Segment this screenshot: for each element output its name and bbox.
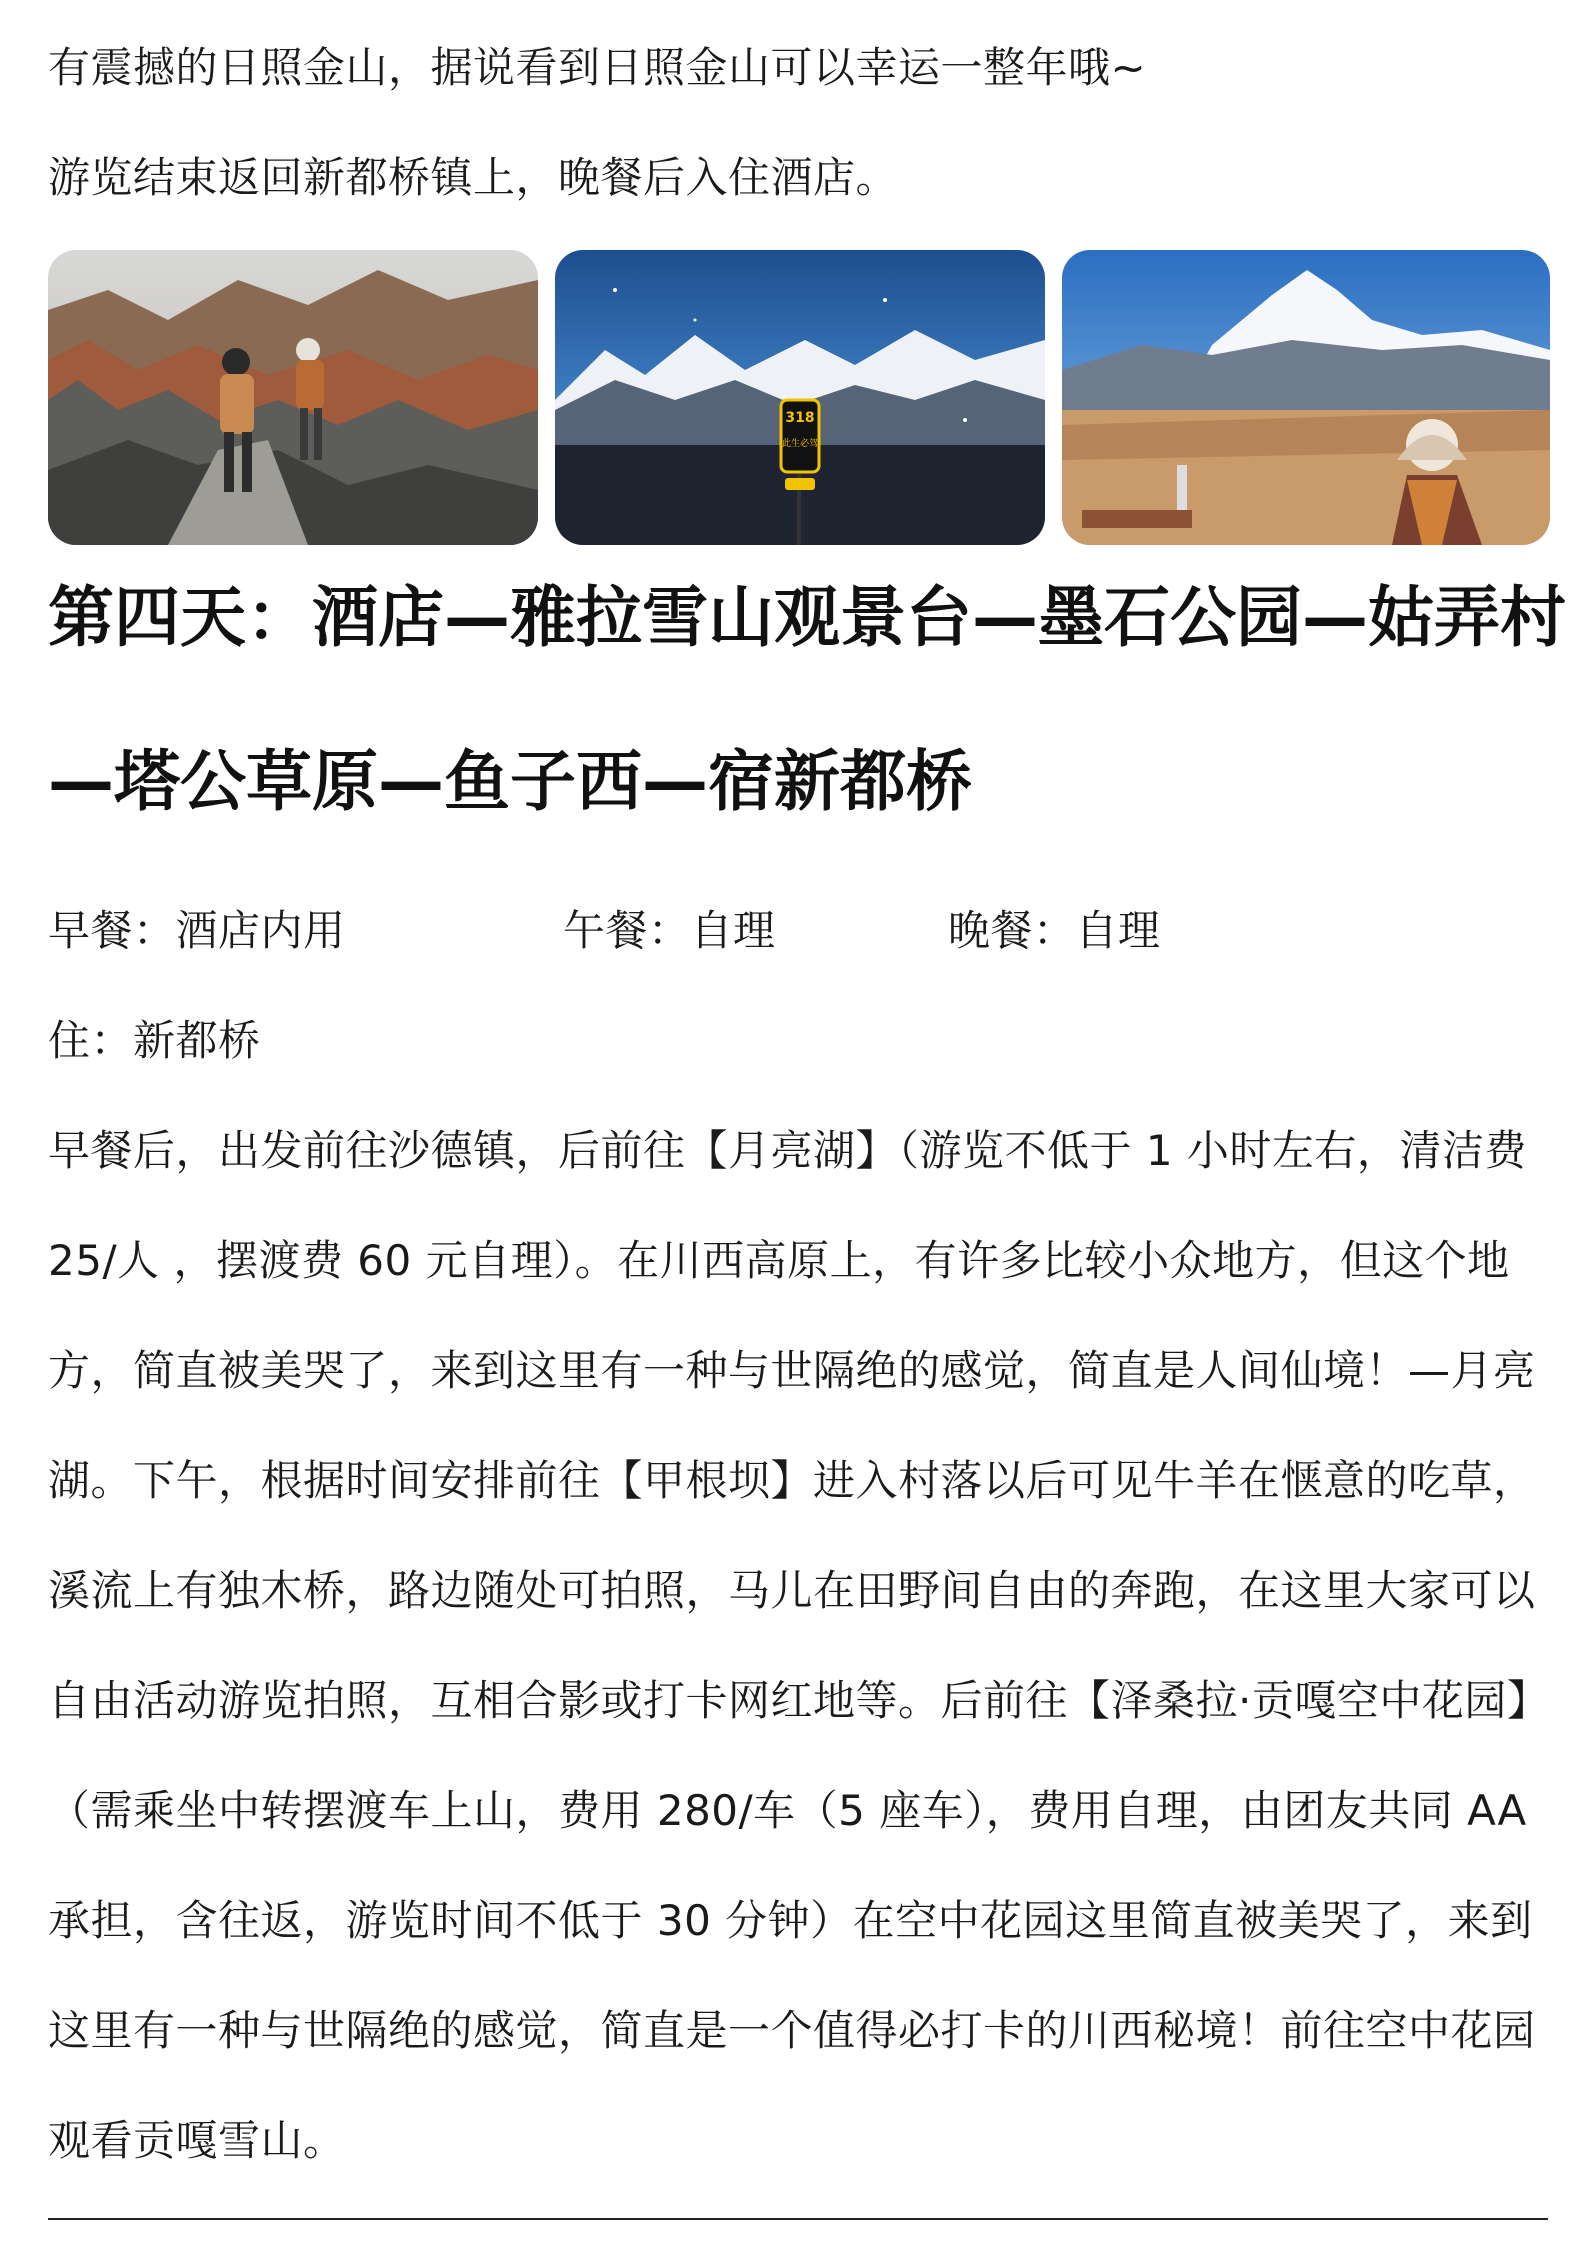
photo-318-road-sign (555, 250, 1045, 545)
body-line-7: （需乘坐中转摆渡车上山，费用 280/车（5 座车），费用自理，由团友共同 AA (48, 1786, 1527, 1835)
accommodation: 住：新都桥 (48, 1016, 261, 1065)
photo-snow-mountain-grassland (1062, 250, 1550, 545)
day4-title-line-1: 第四天：酒店—雅拉雪山观景台—墨石公园—姑弄村 (48, 579, 1566, 656)
body-line-4: 湖。下午，根据时间安排前往【甲根坝】进入村落以后可见牛羊在惬意的吃草， (48, 1456, 1536, 1505)
meal-lunch: 午餐：自理 (563, 906, 776, 955)
sign-text: 此生必驾 (781, 439, 819, 449)
meal-dinner: 晚餐：自理 (948, 906, 1161, 955)
photo-hikers-stone-forest (48, 250, 538, 545)
meal-breakfast: 早餐：酒店内用 (48, 906, 346, 955)
day4-title-line-2: —塔公草原—鱼子西—宿新都桥 (48, 743, 972, 820)
body-line-8: 承担，含往返，游览时间不低于 30 分钟）在空中花园这里简直被美哭了，来到 (48, 1896, 1533, 1945)
body-line-3: 方，简直被美哭了，来到这里有一种与世隔绝的感觉，简直是人间仙境！—月亮 (48, 1346, 1536, 1395)
section-divider (48, 2218, 1548, 2220)
intro-line-1: 有震撼的日照金山，据说看到日照金山可以幸运一整年哦~ (48, 43, 1147, 92)
intro-line-2: 游览结束返回新都桥镇上，晚餐后入住酒店。 (48, 153, 899, 202)
body-line-5: 溪流上有独木桥，路边随处可拍照，马儿在田野间自由的奔跑，在这里大家可以 (48, 1566, 1536, 1615)
body-line-9: 这里有一种与世隔绝的感觉，简直是一个值得必打卡的川西秘境！前往空中花园 (48, 2006, 1536, 2055)
body-line-6: 自由活动游览拍照，互相合影或打卡网红地等。后前往【泽桑拉·贡嘎空中花园】 (48, 1676, 1550, 1725)
body-line-1: 早餐后，出发前往沙德镇，后前往【月亮湖】（游览不低于 1 小时左右，清洁费 (48, 1126, 1527, 1175)
body-line-2: 25/人 ，摆渡费 60 元自理）。在川西高原上，有许多比较小众地方，但这个地 (48, 1236, 1510, 1285)
sign-number: 318 (785, 410, 815, 426)
body-line-10: 观看贡嘎雪山。 (48, 2116, 346, 2165)
